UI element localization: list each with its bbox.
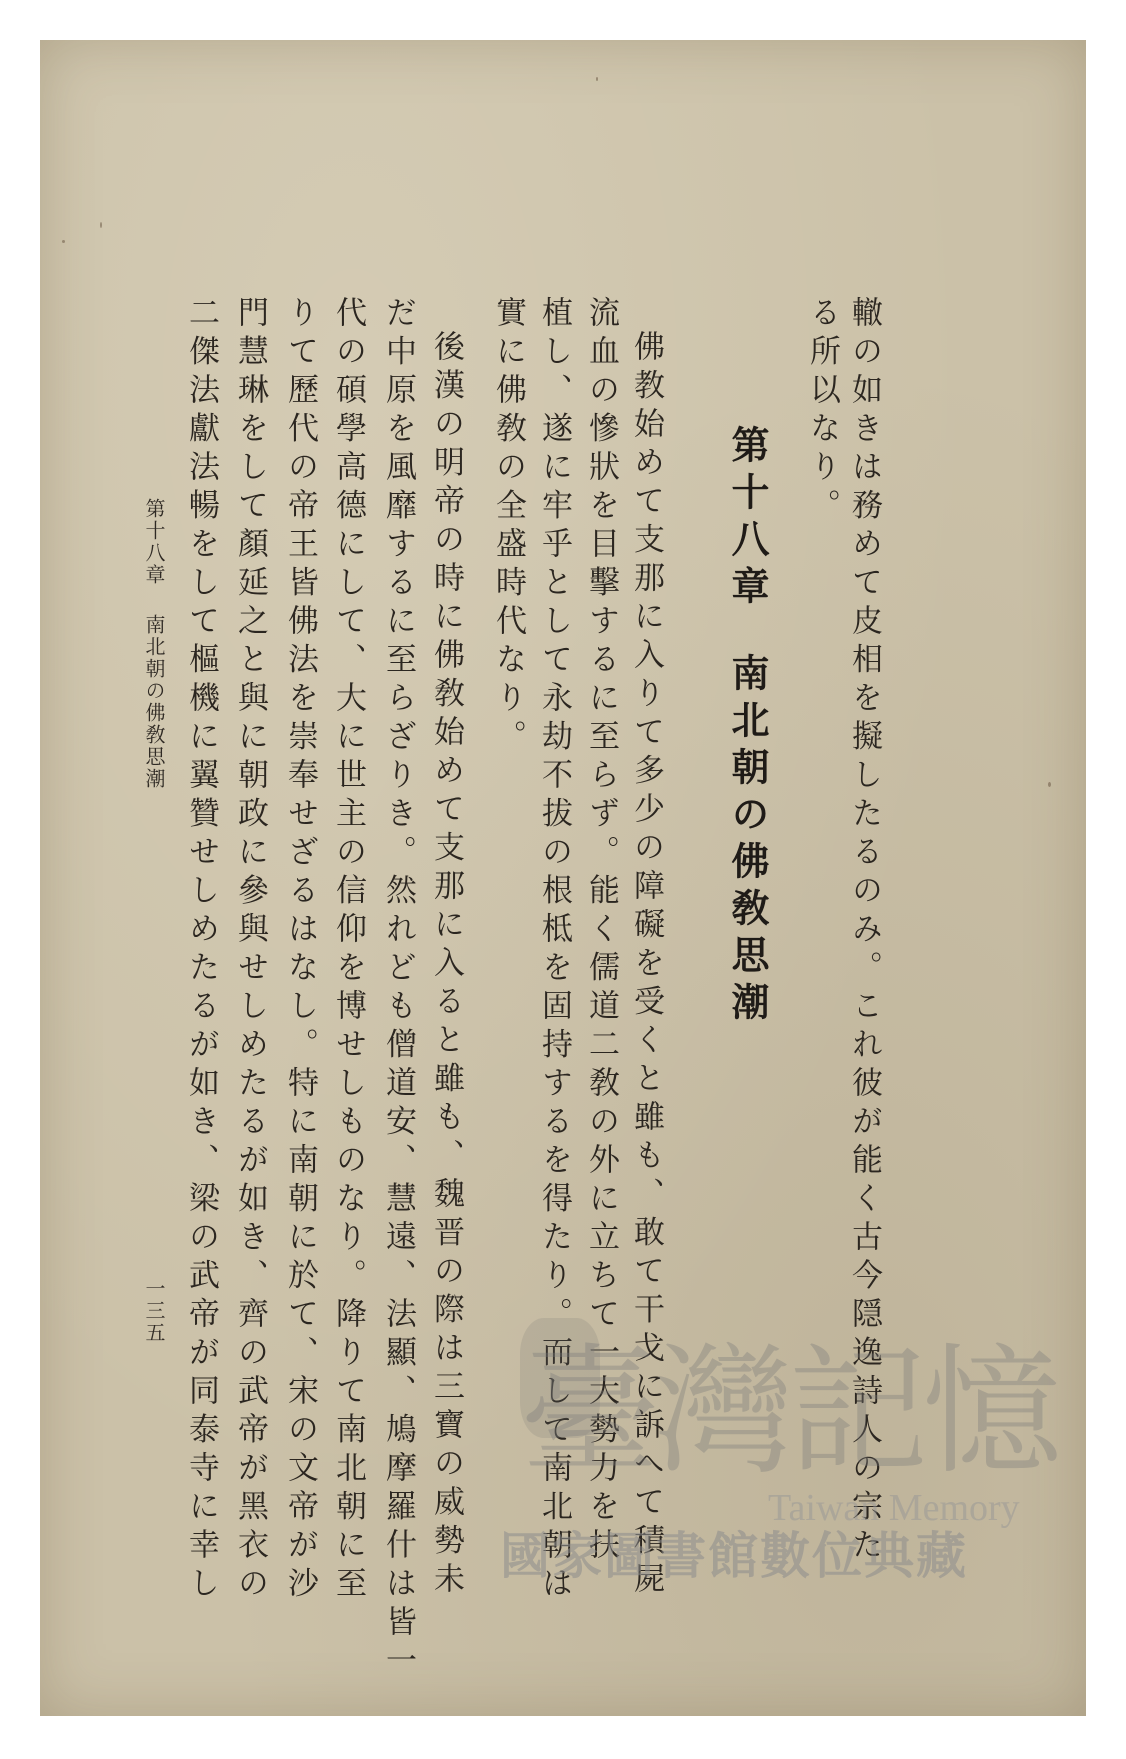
text-column: 植し、遂に牢乎として永劫不拔の根柢を固持するを得たり。而して南北朝は bbox=[536, 296, 572, 1605]
chapter-title: 南北朝の佛敎思潮 bbox=[725, 653, 770, 1029]
watermark-chinese: 國家圖書館數位典藏 bbox=[500, 1527, 968, 1585]
running-head-title: 南北朝の佛敎思潮 bbox=[142, 614, 166, 790]
running-head bbox=[144, 498, 164, 790]
chapter-number: 第十八章 bbox=[725, 425, 770, 613]
text-column: だ中原を風靡するに至らざりき。然れども僧道安、慧遠、法顯、鳩摩羅什は皆一 bbox=[380, 296, 416, 1682]
text-column: 轍の如きは務めて皮相を擬したるのみ。これ彼が能く古今隠逸詩人の宗た bbox=[846, 296, 882, 1567]
text-column: 代の碩學高德にして、大に世主の信仰を博せしものなり。降りて南北朝に至 bbox=[330, 296, 366, 1605]
paper-spot bbox=[100, 222, 102, 228]
watermark-logo: 臺灣記憶 bbox=[520, 1331, 1057, 1494]
running-head-chapter: 第十八章 bbox=[142, 498, 166, 586]
text-column: 後漢の明帝の時に佛敎始めて支那に入ると雖も、魏晋の際は三寶の威勢未 bbox=[428, 330, 464, 1601]
text-column: 實に佛敎の全盛時代なり。 bbox=[490, 296, 526, 758]
text-column: 門慧琳をして顏延之と與に朝政に參與せしめたるが如き、齊の武帝が黑衣の bbox=[232, 296, 268, 1605]
page-number: 一三五 bbox=[142, 1278, 166, 1344]
paper-spot bbox=[62, 240, 65, 243]
text-column: 佛教始めて支那に入りて多少の障礙を受くと雖も、敢て干戈に訴へて積屍 bbox=[628, 330, 664, 1601]
paper-spot bbox=[596, 77, 598, 81]
text-column: 二傑法獻法暢をして樞機に翼贊せしめたるが如き、梁の武帝が同泰寺に幸し bbox=[183, 296, 219, 1605]
text-column: る所以なり。 bbox=[804, 296, 840, 527]
paper-spot bbox=[1048, 782, 1051, 787]
watermark-english: Taiwan Memory bbox=[768, 1487, 1020, 1529]
chapter-heading bbox=[725, 425, 770, 1029]
text-column: りて歷代の帝王皆佛法を崇奉せざるはなし。特に南朝に於て、宋の文帝が沙 bbox=[282, 296, 318, 1605]
text-column: 流血の慘狀を目擊するに至らず。能く儒道二敎の外に立ちて一大勢力を扶 bbox=[583, 296, 619, 1567]
